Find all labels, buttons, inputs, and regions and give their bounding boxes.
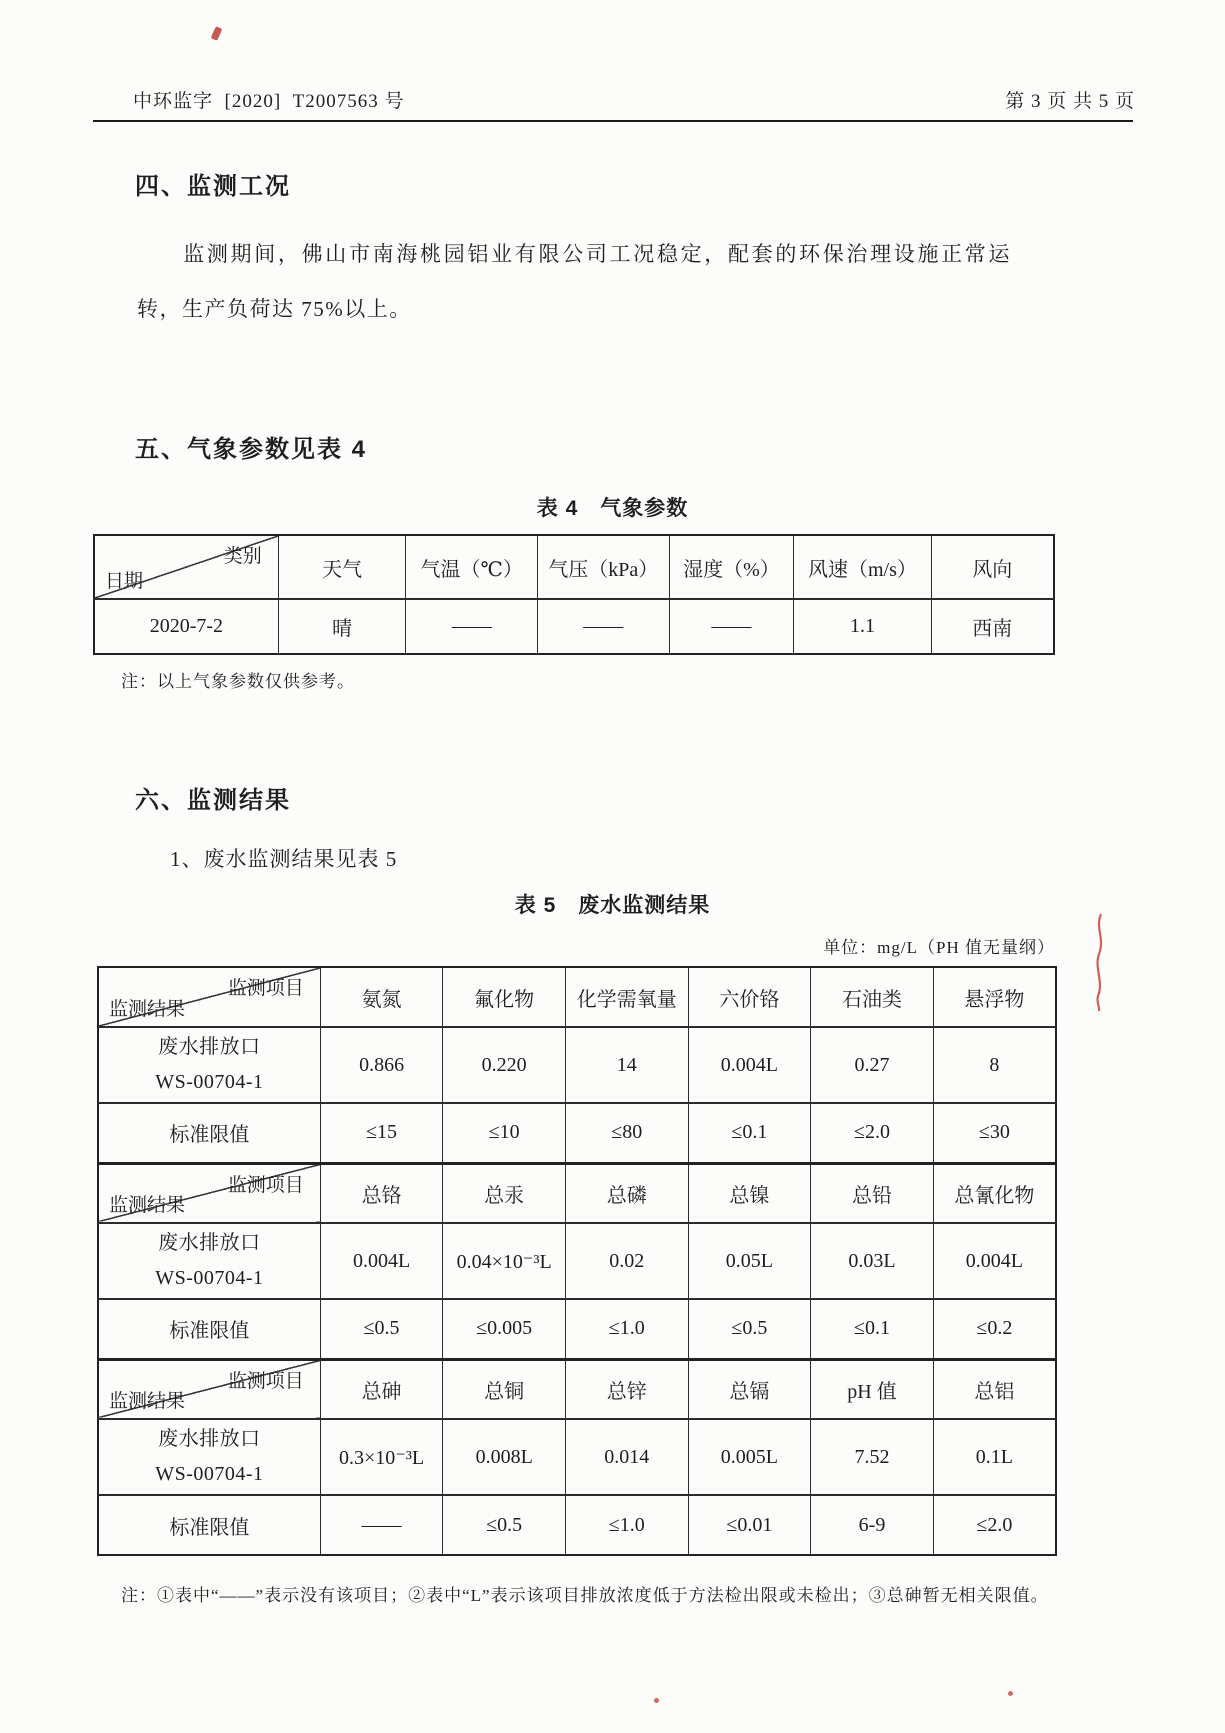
scan-artifact [1092, 912, 1108, 1012]
outfall-name: 废水排放口 [158, 1036, 261, 1059]
condition-paragraph: 监测期间，佛山市南海桃园铝业有限公司工况稳定，配套的环保治理设施正常运转，生产负荷达 75%以上。 [137, 242, 1011, 322]
param-value: 0.014 [565, 1419, 688, 1495]
table5-limit-row [98, 1299, 1056, 1359]
param-name: pH 值 [811, 1359, 934, 1419]
weather-table [93, 534, 1055, 655]
param-name: 氟化物 [443, 967, 566, 1027]
table4-value-cell: —— [669, 599, 794, 654]
table4-value-cell: —— [538, 599, 670, 654]
param-limit: ≤0.5 [320, 1299, 443, 1359]
table4-corner-cell [94, 535, 278, 599]
corner-label-item: 监测项目 [227, 978, 304, 1000]
results-sub-heading: 1、废水监测结果见表 5 [170, 847, 398, 872]
param-name: 总锌 [565, 1359, 688, 1419]
param-limit: ≤15 [320, 1103, 443, 1163]
param-limit: 6-9 [811, 1495, 934, 1555]
param-name: 总砷 [320, 1359, 443, 1419]
param-value: 0.008L [443, 1419, 566, 1495]
param-limit: ≤10 [443, 1103, 566, 1163]
table5-data-row [98, 1223, 1056, 1299]
corner-label-category: 类别 [223, 546, 262, 568]
param-name: 总磷 [565, 1163, 688, 1223]
header-rule [93, 120, 1133, 122]
param-name: 总氰化物 [933, 1163, 1056, 1223]
table5-header-row [98, 1163, 1056, 1223]
param-limit: ≤0.2 [933, 1299, 1056, 1359]
corner-label-date: 日期 [105, 571, 144, 593]
param-value: 0.004L [320, 1223, 443, 1299]
table5-corner-cell [98, 1163, 320, 1223]
param-value: 7.52 [811, 1419, 934, 1495]
param-limit: ≤0.5 [688, 1299, 811, 1359]
param-name: 总镉 [688, 1359, 811, 1419]
param-name: 总铬 [320, 1163, 443, 1223]
outfall-label [98, 1027, 320, 1103]
table4-value-cell: 1.1 [794, 599, 931, 654]
outfall-code: WS-00704-1 [155, 1463, 264, 1486]
table4-col-header: 天气 [278, 535, 406, 599]
table4-col-header: 风向 [931, 535, 1054, 599]
outfall-code: WS-00704-1 [155, 1267, 264, 1290]
param-name: 总镍 [688, 1163, 811, 1223]
param-limit: ≤2.0 [933, 1495, 1056, 1555]
param-limit: ≤0.1 [811, 1299, 934, 1359]
param-value: 0.1L [933, 1419, 1056, 1495]
param-name: 六价铬 [688, 967, 811, 1027]
page-number: 第 3 页 共 5 页 [1005, 91, 1135, 112]
table4-date-cell: 2020-7-2 [94, 599, 278, 654]
param-limit: ≤80 [565, 1103, 688, 1163]
section-heading-weather: 五、气象参数见表 4 [135, 436, 368, 464]
scan-artifact [211, 26, 223, 41]
param-name: 总汞 [443, 1163, 566, 1223]
table4-header-row [94, 535, 1054, 599]
table5-limit-row [98, 1495, 1056, 1555]
wastewater-table [97, 966, 1057, 1556]
outfall-code: WS-00704-1 [155, 1071, 264, 1094]
param-value: 0.220 [443, 1027, 566, 1103]
param-name: 石油类 [811, 967, 934, 1027]
param-value: 0.866 [320, 1027, 443, 1103]
param-value: 0.03L [811, 1223, 934, 1299]
param-value: 0.004L [933, 1223, 1056, 1299]
corner-label-result: 监测结果 [109, 1195, 186, 1217]
table5-header-row [98, 1359, 1056, 1419]
table4-data-row [94, 599, 1054, 654]
param-value: 0.04×10⁻³L [443, 1223, 566, 1299]
param-name: 氨氮 [320, 967, 443, 1027]
section-heading-results: 六、监测结果 [135, 787, 291, 815]
outfall-label [98, 1223, 320, 1299]
param-limit: ≤1.0 [565, 1495, 688, 1555]
corner-label-item: 监测项目 [227, 1370, 304, 1392]
table4-col-header: 风速（m/s） [794, 535, 931, 599]
table5-caption: 表 5 废水监测结果 [514, 894, 711, 918]
table5-limit-row [98, 1103, 1056, 1163]
doc-number: 中环监字 [2020] T2007563 号 [133, 91, 405, 112]
outfall-label [98, 1419, 320, 1495]
param-limit: ≤2.0 [811, 1103, 934, 1163]
param-value: 14 [565, 1027, 688, 1103]
table5-note: 注：①表中“——”表示没有该项目；②表中“L”表示该项目排放浓度低于方法检出限或未检出；③总砷暂无相关限值。 [121, 1586, 1049, 1606]
scan-artifact [1008, 1691, 1013, 1696]
table5-data-row [98, 1027, 1056, 1103]
param-value: 0.02 [565, 1223, 688, 1299]
page-header [133, 86, 1135, 113]
table4-col-header: 湿度（%） [669, 535, 794, 599]
limit-label: 标准限值 [98, 1299, 320, 1359]
table5-data-row [98, 1419, 1056, 1495]
param-name: 总铅 [811, 1163, 934, 1223]
param-limit: ≤0.005 [443, 1299, 566, 1359]
param-value: 0.3×10⁻³L [320, 1419, 443, 1495]
param-value: 0.27 [811, 1027, 934, 1103]
table4-caption: 表 4 气象参数 [536, 497, 689, 521]
corner-label-result: 监测结果 [109, 999, 186, 1021]
outfall-name: 废水排放口 [158, 1232, 261, 1255]
limit-label: 标准限值 [98, 1103, 320, 1163]
table4-note: 注：以上气象参数仅供参考。 [121, 672, 355, 692]
table4-value-cell: 西南 [931, 599, 1054, 654]
table4-value-cell: 晴 [278, 599, 406, 654]
table5-header-row [98, 967, 1056, 1027]
section-heading-condition: 四、监测工况 [135, 173, 291, 200]
table4-col-header: 气温（℃） [406, 535, 538, 599]
param-value: 0.05L [688, 1223, 811, 1299]
param-name: 悬浮物 [933, 967, 1056, 1027]
param-name: 总铝 [933, 1359, 1056, 1419]
param-value: 0.005L [688, 1419, 811, 1495]
param-limit: ≤30 [933, 1103, 1056, 1163]
param-limit: —— [320, 1495, 443, 1555]
corner-label-item: 监测项目 [227, 1174, 304, 1196]
outfall-name: 废水排放口 [158, 1428, 261, 1451]
param-value: 0.004L [688, 1027, 811, 1103]
table5-unit-label: 单位：mg/L（PH 值无量纲） [823, 938, 1055, 958]
corner-label-result: 监测结果 [109, 1391, 186, 1413]
param-name: 总铜 [443, 1359, 566, 1419]
limit-label: 标准限值 [98, 1495, 320, 1555]
param-limit: ≤0.5 [443, 1495, 566, 1555]
scan-artifact [654, 1698, 659, 1703]
table5-corner-cell [98, 1359, 320, 1419]
table4-col-header: 气压（kPa） [538, 535, 670, 599]
param-name: 化学需氧量 [565, 967, 688, 1027]
param-limit: ≤0.1 [688, 1103, 811, 1163]
table4-value-cell: —— [406, 599, 538, 654]
param-limit: ≤0.01 [688, 1495, 811, 1555]
param-limit: ≤1.0 [565, 1299, 688, 1359]
table5-corner-cell [98, 967, 320, 1027]
param-value: 8 [933, 1027, 1056, 1103]
